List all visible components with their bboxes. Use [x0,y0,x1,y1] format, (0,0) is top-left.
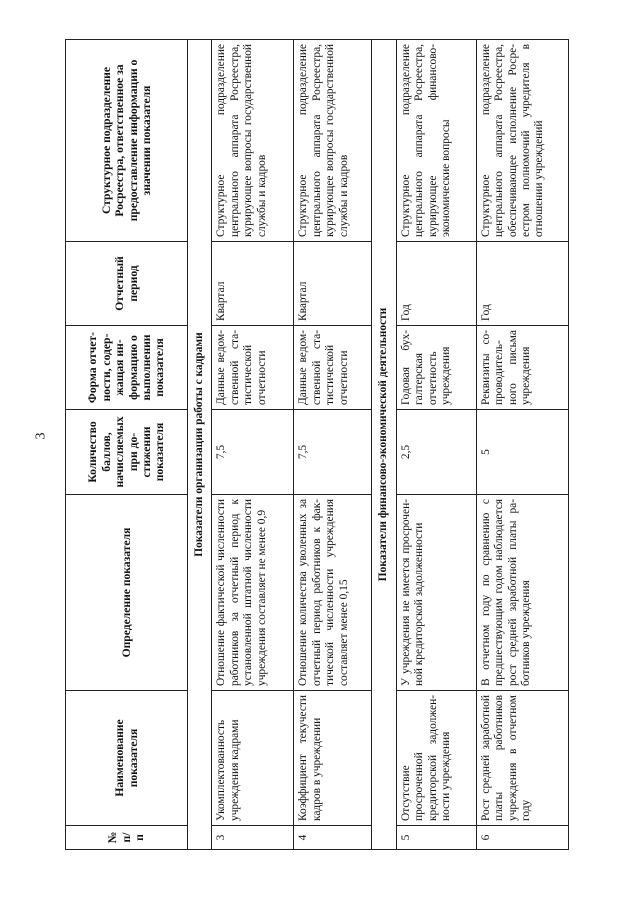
row-period: Квартал [294,242,372,326]
indicators-table [65,39,569,850]
section-title-personnel: Показатели организации работы с кадрами [188,40,212,850]
rotated-table-wrapper [65,40,560,850]
row-num: 3 [212,826,294,850]
row-definition: У учреждения не имеется просроченной кредиторской задолженности [396,495,476,691]
row-report-form: Данные ведомственной статистической отчетности [294,326,372,410]
table-row [396,40,476,850]
row-report-form: Годовая бухгалтерская отчетность учреждения [396,326,476,410]
header-period: Отчетный период [66,242,188,326]
table-row [294,40,372,850]
row-report-form: Реквизиты сопроводительного письма учреждения [476,326,568,410]
row-report-form: Данные ведомственной статистической отчетности [212,326,294,410]
table-row [476,40,568,850]
row-num: 5 [396,826,476,850]
row-period: Год [396,242,476,326]
header-num: № п/п [66,826,188,850]
row-name: Укомплектованность учреждения кадрами [212,691,294,826]
header-points: Количество баллов, начисляемых при достижении показателя [66,410,188,495]
header-division: Структурное подразделение Росреестра, ответственное за предоставление информации о значении показателя [66,40,188,242]
row-period: Год [476,242,568,326]
section-row-personnel [188,40,212,850]
row-division: Структурное подразделение центрального аппарата Росреестра, курирующее финансово-экономические вопросы [396,40,476,242]
row-name: Коэффициент текучести кадров в учреждении [294,691,372,826]
row-name: Отсутствие просроченной кредиторской задолженности учреждения [396,691,476,826]
table-header-row [66,40,188,850]
row-points: 5 [476,410,568,495]
row-points: 7,5 [294,410,372,495]
table-row [212,40,294,850]
row-points: 2,5 [396,410,476,495]
row-points: 7,5 [212,410,294,495]
row-definition: Отношение фактической численности работников за отчетный период к установленной штатной численности учреждения составляет не менее 0,9 [212,495,294,691]
row-num: 4 [294,826,372,850]
row-period: Квартал [212,242,294,326]
section-row-finance [372,40,396,850]
page-number: 3 [33,432,49,440]
row-division: Структурное подразделение центрального аппарата Росреестра, курирующее вопросы государственной службы и кадров [212,40,294,242]
section-title-finance: Показатели финансово-экономической деятельности [372,40,396,850]
header-name: Наименование показателя [66,691,188,826]
row-definition: Отношение количества уволенных за отчетный период работников к фактической численности учреждения составляет менее 0,15 [294,495,372,691]
row-division: Структурное подразделение центрального аппарата Росреестра, обеспечивающее исполнение Росреестром полномочий учредителя в отношении учреждений [476,40,568,242]
header-report-form: Форма отчетности, содержащая информацию о выполнении показателя [66,326,188,410]
row-num: 6 [476,826,568,850]
row-division: Структурное подразделение центрального аппарата Росреестра, курирующее вопросы государственной службы и кадров [294,40,372,242]
row-name: Рост средней заработной платы работников учреждения в отчетном году [476,691,568,826]
header-definition: Определение показателя [66,495,188,691]
row-definition: В отчетном году по сравнению с предшествующим годом наблюдается рост средней заработной платы работников учреждения [476,495,568,691]
